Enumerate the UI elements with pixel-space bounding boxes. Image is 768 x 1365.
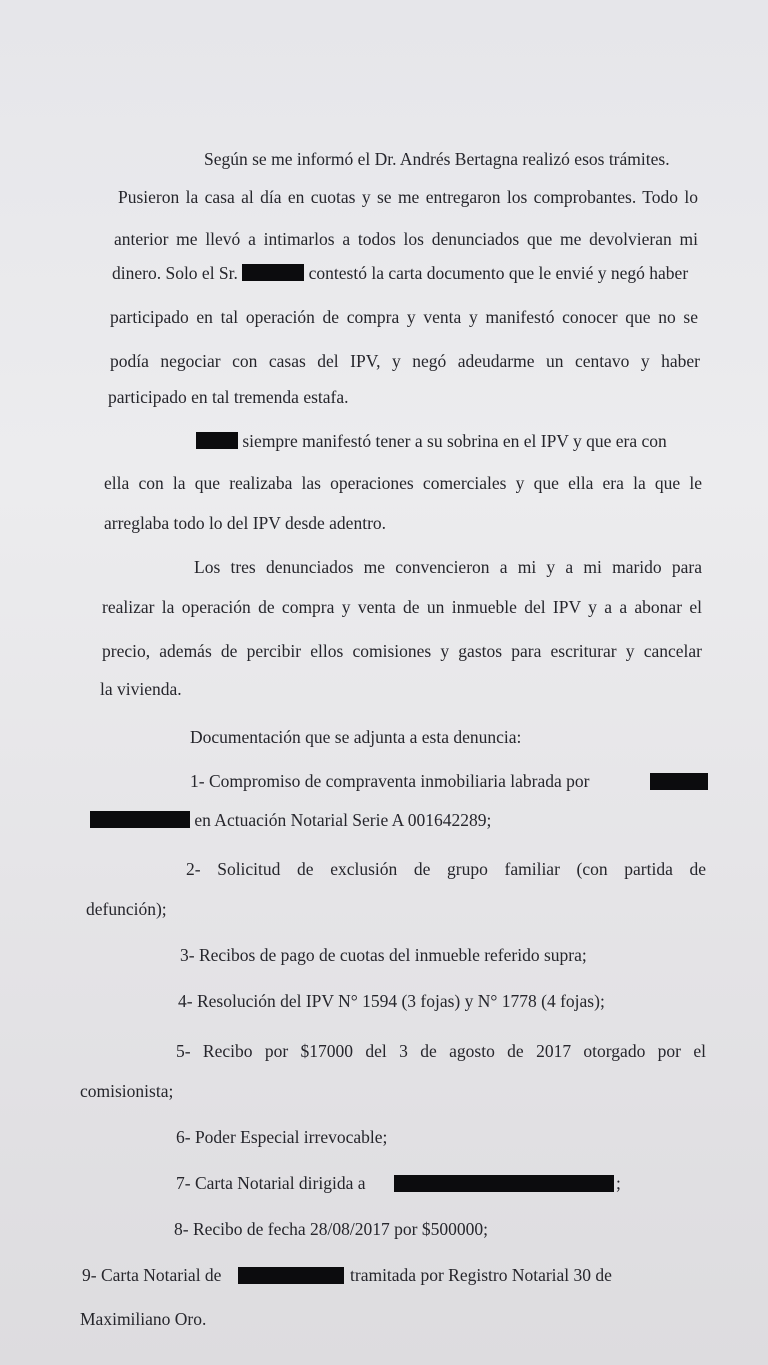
item9-line2: Maximiliano Oro. <box>80 1309 207 1329</box>
redaction-box <box>238 1267 344 1284</box>
paragraph2-line1-end: siempre manifestó tener a su sobrina en el IPV y que era con <box>242 431 667 451</box>
paragraph1-line7: participado en tal tremenda estafa. <box>108 387 349 407</box>
item1-line2-text: en Actuación Notarial Serie A 001642289; <box>194 810 492 830</box>
item1-line1 <box>190 770 589 792</box>
item4: 4- Resolución del IPV N° 1594 (3 fojas) y N° 1778 (4 fojas); <box>178 991 605 1011</box>
paragraph1-line4-start: dinero. Solo el Sr. <box>112 263 238 283</box>
redaction-box <box>394 1175 614 1192</box>
paragraph1-line4 <box>112 262 688 284</box>
redaction-box <box>242 264 304 281</box>
item5-line1: 5- Recibo por $17000 del 3 de agosto de 2017 otorgado por el <box>176 1041 706 1061</box>
item1-line2 <box>90 809 491 831</box>
item7 <box>176 1172 366 1194</box>
paragraph1-line3: anterior me llevó a intimarlos a todos los denunciados que me devolvieran mi <box>114 229 698 249</box>
paragraph1-line4-end: contestó la carta documento que le envié y negó haber <box>308 263 689 283</box>
paragraph1-line5: participado en tal operación de compra y venta y manifestó conocer que no se <box>110 307 698 327</box>
paragraph2-line3: arreglaba todo lo del IPV desde adentro. <box>104 513 387 533</box>
item1-text: 1- Compromiso de compraventa inmobiliaria labrada por <box>190 771 590 791</box>
paragraph1-line1: Según se me informó el Dr. Andrés Bertagna realizó esos trámites. <box>204 149 670 169</box>
paragraph2-line1 <box>196 430 667 452</box>
paragraph1-line2: Pusieron la casa al día en cuotas y se me entregaron los comprobantes. Todo lo <box>118 187 698 207</box>
item8: 8- Recibo de fecha 28/08/2017 por $500000; <box>174 1219 488 1239</box>
item7-text: 7- Carta Notarial dirigida a <box>176 1173 366 1193</box>
item5-line2: comisionista; <box>80 1081 174 1101</box>
paragraph1-line6: podía negociar con casas del IPV, y negó adeudarme un centavo y haber <box>110 351 700 371</box>
documentation-heading: Documentación que se adjunta a esta denuncia: <box>190 727 522 747</box>
item7-end: ; <box>616 1173 621 1193</box>
item9-text: 9- Carta Notarial de <box>82 1265 222 1285</box>
item6: 6- Poder Especial irrevocable; <box>176 1127 388 1147</box>
item2-line1: 2- Solicitud de exclusión de grupo familiar (con partida de <box>186 859 706 879</box>
paragraph3-line1: Los tres denunciados me convencieron a mi y a mi marido para <box>194 557 702 577</box>
paragraph3-line4: la vivienda. <box>100 679 182 699</box>
item2-line2: defunción); <box>86 899 167 919</box>
redaction-box <box>90 811 190 828</box>
redaction-box <box>196 432 238 449</box>
item9-line1-end: tramitada por Registro Notarial 30 de <box>350 1265 612 1285</box>
item9-line1 <box>82 1264 221 1286</box>
paragraph2-line2: ella con la que realizaba las operaciones comerciales y que ella era la que le <box>104 473 702 493</box>
redaction-box <box>650 773 708 790</box>
paragraph3-line2: realizar la operación de compra y venta de un inmueble del IPV y a a abonar el <box>102 597 702 617</box>
item3: 3- Recibos de pago de cuotas del inmueble referido supra; <box>180 945 587 965</box>
paragraph3-line3: precio, además de percibir ellos comisiones y gastos para escriturar y cancelar <box>102 641 702 661</box>
